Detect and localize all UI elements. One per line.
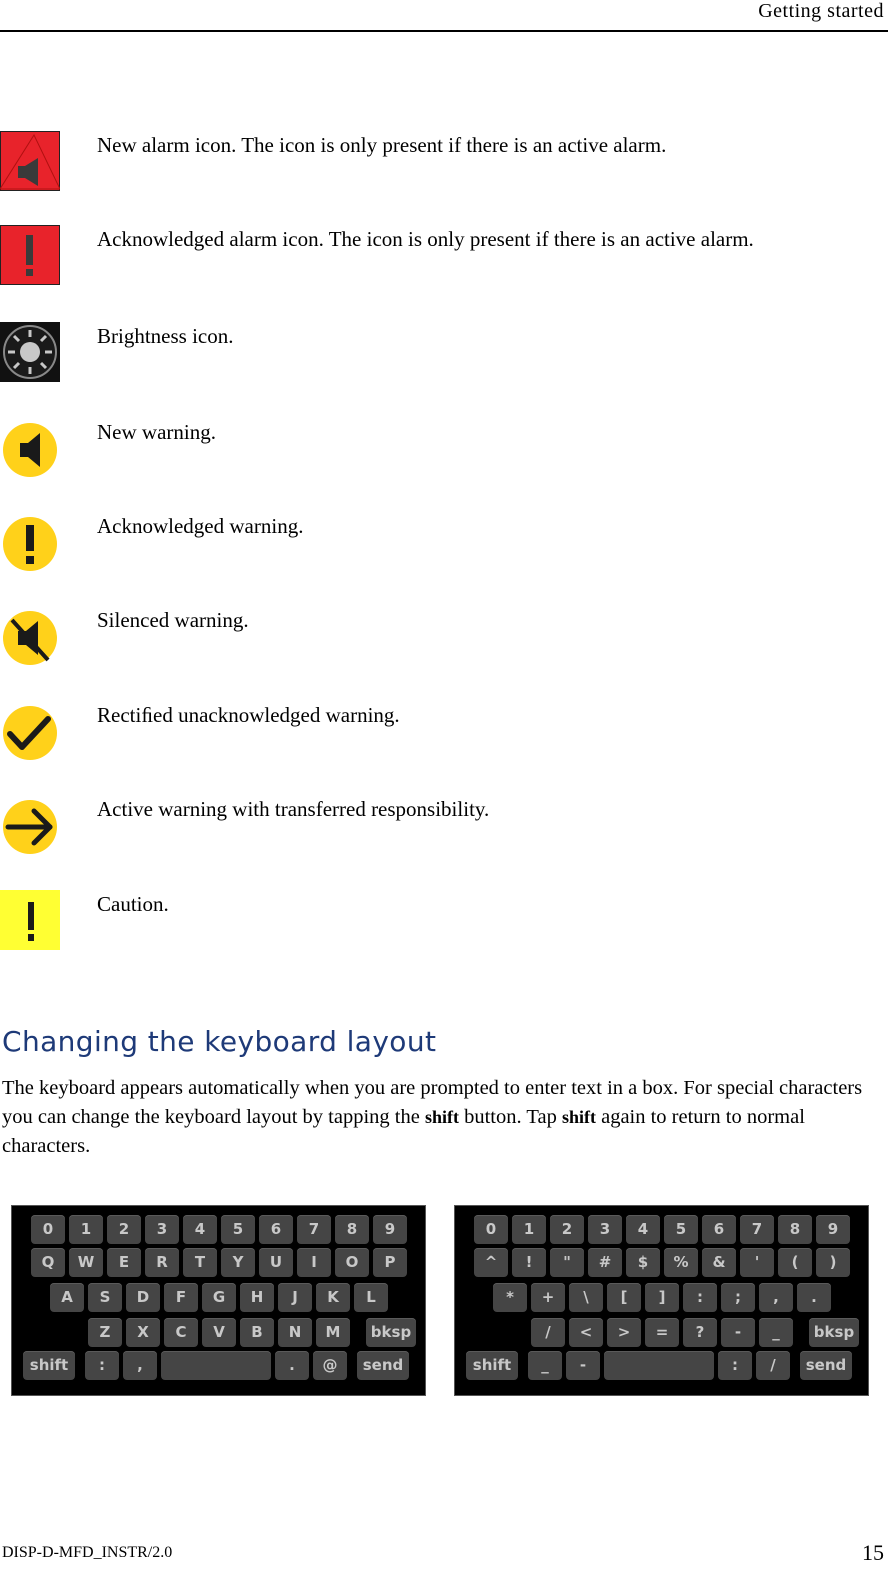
- key-r1-c4[interactable]: T: [183, 1248, 217, 1277]
- section-heading: Changing the keyboard layout: [2, 1025, 437, 1058]
- key-r2-c3[interactable]: [: [607, 1283, 641, 1312]
- acknowledged-alarm-icon: [0, 225, 60, 285]
- key-r0-c7[interactable]: 7: [740, 1215, 774, 1244]
- key-r3-c5[interactable]: -: [721, 1318, 755, 1347]
- key-r0-c9[interactable]: 9: [373, 1215, 407, 1244]
- send-key[interactable]: send: [800, 1351, 852, 1380]
- icon-row-rectified-warning: [0, 701, 888, 765]
- key-r2-c0[interactable]: A: [50, 1283, 84, 1312]
- page-header-title: Getting started: [758, 0, 884, 22]
- key-r3-c0[interactable]: /: [531, 1318, 565, 1347]
- key-r4-c5[interactable]: /: [756, 1351, 790, 1380]
- key-r0-c8[interactable]: 8: [335, 1215, 369, 1244]
- send-key[interactable]: send: [357, 1351, 409, 1380]
- key-r3-c4[interactable]: B: [240, 1318, 274, 1347]
- key-r3-c0[interactable]: Z: [88, 1318, 122, 1347]
- key-r0-c7[interactable]: 7: [297, 1215, 331, 1244]
- key-r0-c1[interactable]: 1: [69, 1215, 103, 1244]
- key-r3-c3[interactable]: =: [645, 1318, 679, 1347]
- key-r2-c6[interactable]: J: [278, 1283, 312, 1312]
- icon-description: New warning.: [97, 420, 216, 444]
- key-r2-c0[interactable]: *: [493, 1283, 527, 1312]
- key-r1-c9[interactable]: ): [816, 1248, 850, 1277]
- key-r2-c7[interactable]: K: [316, 1283, 350, 1312]
- keyboard-normal-layout: [11, 1205, 426, 1396]
- icon-description: Silenced warning.: [97, 608, 249, 632]
- key-r0-c0[interactable]: 0: [31, 1215, 65, 1244]
- key-r2-c4[interactable]: G: [202, 1283, 236, 1312]
- icon-row-transferred-responsibility: [0, 795, 888, 859]
- icon-description: Acknowledged warning.: [97, 514, 304, 538]
- key-r4-c1[interactable]: _: [528, 1351, 562, 1380]
- key-r3-c2[interactable]: C: [164, 1318, 198, 1347]
- key-r2-c4[interactable]: ]: [645, 1283, 679, 1312]
- key-r1-c2[interactable]: E: [107, 1248, 141, 1277]
- icon-row-silenced-warning: [0, 606, 888, 670]
- key-r0-c8[interactable]: 8: [778, 1215, 812, 1244]
- key-r0-c5[interactable]: 5: [664, 1215, 698, 1244]
- key-r3-c6[interactable]: _: [759, 1318, 793, 1347]
- page-number: 15: [862, 1540, 884, 1565]
- new-alarm-icon: [0, 131, 60, 191]
- key-r3-c1[interactable]: X: [126, 1318, 160, 1347]
- key-r1-c1[interactable]: W: [69, 1248, 103, 1277]
- backspace-key[interactable]: bksp: [366, 1318, 416, 1347]
- keyboard-shifted-layout: [454, 1205, 869, 1396]
- key-r1-c6[interactable]: &: [702, 1248, 736, 1277]
- key-r2-c1[interactable]: +: [531, 1283, 565, 1312]
- key-r0-c4[interactable]: 4: [183, 1215, 217, 1244]
- header-rule: [0, 30, 888, 32]
- paragraph-text: again to return to normal characters.: [2, 1106, 805, 1157]
- key-r2-c8[interactable]: L: [354, 1283, 388, 1312]
- key-r1-c8[interactable]: (: [778, 1248, 812, 1277]
- shift-key[interactable]: shift: [23, 1351, 75, 1380]
- key-r1-c7[interactable]: I: [297, 1248, 331, 1277]
- document-id: DISP-D-MFD_INSTR/2.0: [2, 1544, 173, 1561]
- backspace-key[interactable]: bksp: [809, 1318, 859, 1347]
- key-r2-c5[interactable]: :: [683, 1283, 717, 1312]
- key-r1-c6[interactable]: U: [259, 1248, 293, 1277]
- key-r1-c8[interactable]: O: [335, 1248, 369, 1277]
- key-r0-c0[interactable]: 0: [474, 1215, 508, 1244]
- icon-description: Caution.: [97, 892, 169, 916]
- key-r0-c5[interactable]: 5: [221, 1215, 255, 1244]
- key-r3-c1[interactable]: <: [569, 1318, 603, 1347]
- icon-description: Acknowledged alarm icon. The icon is only present if there is an active alarm.: [97, 227, 754, 251]
- key-r4-c2[interactable]: ,: [123, 1351, 157, 1380]
- rectified-warning-icon: [0, 701, 60, 761]
- icon-row-new-warning: [0, 418, 888, 482]
- key-r3-c3[interactable]: V: [202, 1318, 236, 1347]
- space-key[interactable]: [604, 1351, 714, 1380]
- key-r1-c0[interactable]: Q: [31, 1248, 65, 1277]
- key-r0-c6[interactable]: 6: [702, 1215, 736, 1244]
- key-r1-c4[interactable]: $: [626, 1248, 660, 1277]
- paragraph-text: button. Tap: [458, 1106, 562, 1128]
- key-r0-c1[interactable]: 1: [512, 1215, 546, 1244]
- key-r3-c4[interactable]: ?: [683, 1318, 717, 1347]
- shift-term: shift: [561, 1107, 596, 1127]
- key-r2-c1[interactable]: S: [88, 1283, 122, 1312]
- key-r1-c1[interactable]: !: [512, 1248, 546, 1277]
- icon-description: Brightness icon.: [97, 324, 234, 348]
- key-r2-c6[interactable]: ;: [721, 1283, 755, 1312]
- icon-description: Active warning with transferred responsibility.: [97, 797, 490, 821]
- shift-term: shift: [424, 1107, 459, 1127]
- key-r2-c2[interactable]: D: [126, 1283, 160, 1312]
- key-r3-c5[interactable]: N: [278, 1318, 312, 1347]
- icon-description: Rectiﬁed unacknowledged warning.: [97, 703, 400, 727]
- key-r4-c2[interactable]: -: [566, 1351, 600, 1380]
- transferred-responsibility-icon: [0, 795, 60, 855]
- key-r1-c5[interactable]: %: [664, 1248, 698, 1277]
- icon-row-acknowledged-alarm: [0, 225, 888, 289]
- key-r2-c7[interactable]: ,: [759, 1283, 793, 1312]
- key-r2-c3[interactable]: F: [164, 1283, 198, 1312]
- space-key[interactable]: [161, 1351, 271, 1380]
- key-r0-c6[interactable]: 6: [259, 1215, 293, 1244]
- key-r1-c9[interactable]: P: [373, 1248, 407, 1277]
- paragraph-text: The keyboard appears automatically when you are prompted to enter text in a box. For special characters you can change the keyboard layout by tapping the: [2, 1077, 863, 1128]
- key-r1-c2[interactable]: ": [550, 1248, 584, 1277]
- key-r4-c4[interactable]: :: [718, 1351, 752, 1380]
- key-r0-c3[interactable]: 3: [588, 1215, 622, 1244]
- key-r0-c4[interactable]: 4: [626, 1215, 660, 1244]
- new-warning-icon: [0, 418, 60, 478]
- key-r1-c3[interactable]: R: [145, 1248, 179, 1277]
- key-r1-c5[interactable]: Y: [221, 1248, 255, 1277]
- key-r1-c7[interactable]: ': [740, 1248, 774, 1277]
- icon-row-caution: [0, 890, 888, 954]
- key-r2-c8[interactable]: .: [797, 1283, 831, 1312]
- brightness-icon: [0, 322, 60, 382]
- key-r3-c2[interactable]: >: [607, 1318, 641, 1347]
- key-r4-c4[interactable]: .: [275, 1351, 309, 1380]
- key-r4-c5[interactable]: @: [313, 1351, 347, 1380]
- icon-row-new-alarm: [0, 131, 888, 195]
- acknowledged-warning-icon: [0, 512, 60, 572]
- shift-key[interactable]: shift: [466, 1351, 518, 1380]
- icon-row-brightness: [0, 322, 888, 386]
- icon-row-acknowledged-warning: [0, 512, 888, 576]
- key-r1-c0[interactable]: ^: [474, 1248, 508, 1277]
- key-r0-c2[interactable]: 2: [107, 1215, 141, 1244]
- keyboard-paragraph: [2, 1074, 882, 1161]
- key-r4-c1[interactable]: :: [85, 1351, 119, 1380]
- key-r2-c2[interactable]: \: [569, 1283, 603, 1312]
- key-r2-c5[interactable]: H: [240, 1283, 274, 1312]
- icon-description: New alarm icon. The icon is only present if there is an active alarm.: [97, 133, 667, 157]
- caution-icon: [0, 890, 60, 950]
- silenced-warning-icon: [0, 606, 60, 666]
- key-r3-c6[interactable]: M: [316, 1318, 350, 1347]
- key-r1-c3[interactable]: #: [588, 1248, 622, 1277]
- key-r0-c2[interactable]: 2: [550, 1215, 584, 1244]
- key-r0-c3[interactable]: 3: [145, 1215, 179, 1244]
- key-r0-c9[interactable]: 9: [816, 1215, 850, 1244]
